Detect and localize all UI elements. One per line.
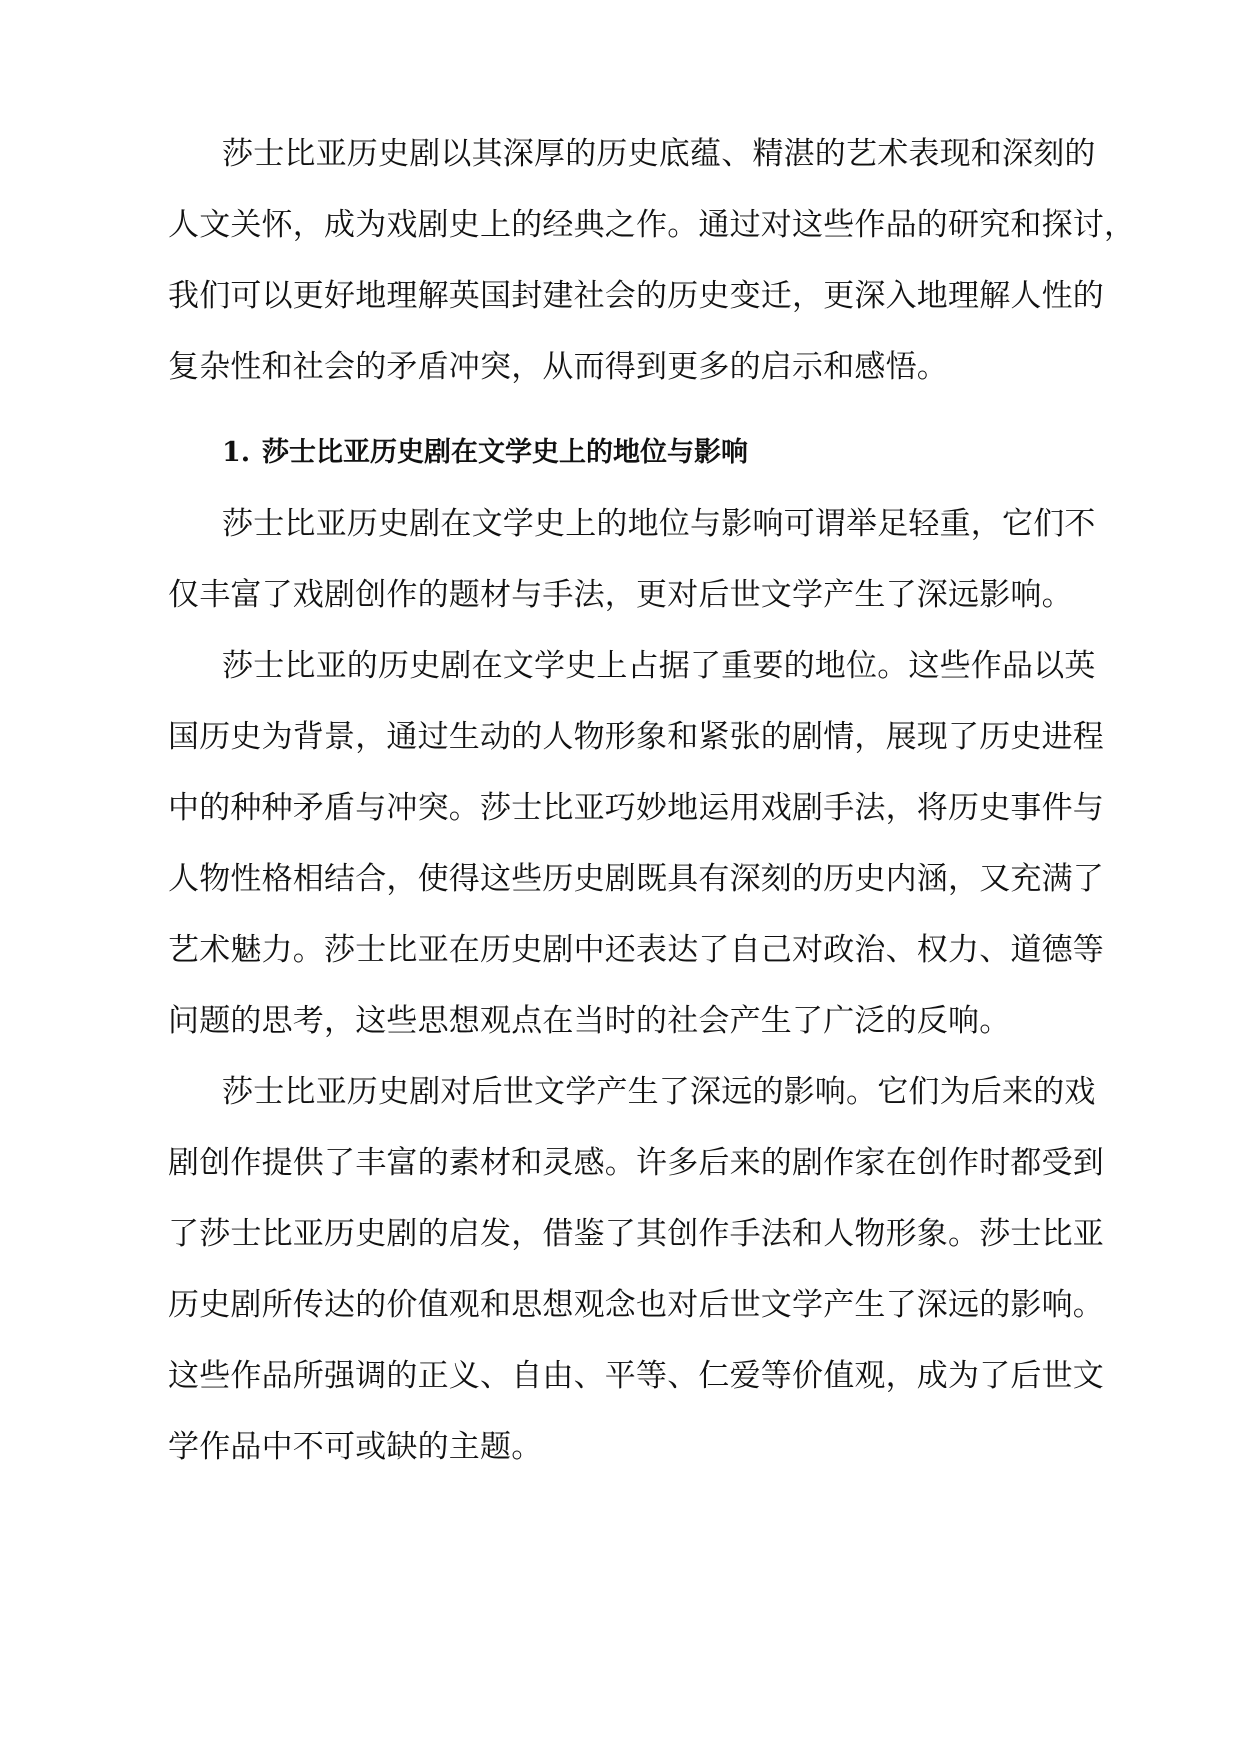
paragraph-4-line-5: 这些作品所强调的正义、自由、平等、仁爱等价值观，成为了后世文 — [168, 1358, 1104, 1394]
paragraph-3-line-1: 莎士比亚的历史剧在文学史上占据了重要的地位。这些作品以英 — [222, 648, 1096, 684]
paragraph-3-line-2: 国历史为背景，通过生动的人物形象和紧张的剧情，展现了历史进程 — [168, 719, 1104, 755]
paragraph-3-line-3: 中的种种矛盾与冲突。莎士比亚巧妙地运用戏剧手法，将历史事件与 — [168, 790, 1104, 826]
paragraph-2-line-2: 仅丰富了戏剧创作的题材与手法，更对后世文学产生了深远影响。 — [168, 577, 1073, 613]
paragraph-4-line-2: 剧创作提供了丰富的素材和灵感。许多后来的剧作家在创作时都受到 — [168, 1145, 1104, 1181]
paragraph-3-line-5: 艺术魅力。莎士比亚在历史剧中还表达了自己对政治、权力、道德等 — [168, 932, 1104, 968]
paragraph-1-line-2: 人文关怀，成为戏剧史上的经典之作。通过对这些作品的研究和探讨， — [168, 207, 1136, 243]
paragraph-1-line-4: 复杂性和社会的矛盾冲突，从而得到更多的启示和感悟。 — [168, 349, 948, 385]
section-heading — [222, 433, 748, 473]
paragraph-1-line-3: 我们可以更好地理解英国封建社会的历史变迁，更深入地理解人性的 — [168, 278, 1104, 314]
paragraph-3-line-4: 人物性格相结合，使得这些历史剧既具有深刻的历史内涵，又充满了 — [168, 861, 1104, 897]
paragraph-4-line-6: 学作品中不可或缺的主题。 — [168, 1429, 543, 1465]
paragraph-3-line-6: 问题的思考，这些思想观点在当时的社会产生了广泛的反响。 — [168, 1003, 1011, 1039]
paragraph-1-line-1: 莎士比亚历史剧以其深厚的历史底蕴、精湛的艺术表现和深刻的 — [222, 136, 1096, 172]
section-number: 1. — [222, 437, 251, 468]
section-title: 莎士比亚历史剧在文学史上的地位与影响 — [262, 437, 748, 468]
paragraph-2-line-1: 莎士比亚历史剧在文学史上的地位与影响可谓举足轻重，它们不 — [222, 506, 1096, 542]
paragraph-4-line-4: 历史剧所传达的价值观和思想观念也对后世文学产生了深远的影响。 — [168, 1287, 1104, 1323]
paragraph-4-line-3: 了莎士比亚历史剧的启发，借鉴了其创作手法和人物形象。莎士比亚 — [168, 1216, 1104, 1252]
paragraph-4-line-1: 莎士比亚历史剧对后世文学产生了深远的影响。它们为后来的戏 — [222, 1074, 1096, 1110]
